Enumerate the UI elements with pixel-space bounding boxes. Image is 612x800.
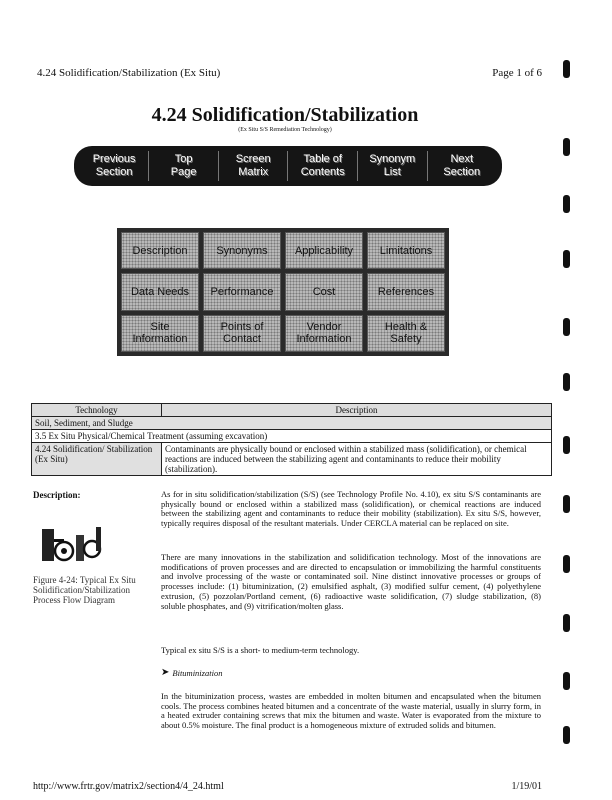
nav-top-page-button[interactable]: Top Page (170, 153, 197, 178)
figure-caption-link[interactable]: Figure 4-24: Typical Ex Situ Solidification/Stabilization Process Flow Diagram (33, 575, 136, 605)
table-tech-description: Contaminants are physically bound or enclosed within a stabilized mass (solidification), or chemical reactions are induced between the stabilizing agent and contaminants to reduce their mobility (stabilization). (162, 443, 552, 476)
nav-previous-section-button[interactable]: Previous Section (92, 153, 136, 178)
binder-hole-mark (563, 60, 570, 78)
binder-hole-mark (563, 555, 570, 573)
nav-separator (148, 151, 149, 181)
table-tech-name: 4.24 Solidification/ Stabilization (Ex Situ) (32, 443, 162, 476)
binder-hole-mark (563, 495, 570, 513)
topic-synonyms-button[interactable]: Synonyms (203, 232, 281, 269)
table-header-row (32, 404, 552, 417)
nav-screen-matrix-button[interactable]: Screen Matrix (235, 153, 271, 178)
tank-icon (42, 529, 54, 561)
duration-paragraph: Typical ex situ S/S is a short- to medium-term technology. (161, 645, 360, 655)
page-title: 4.24 Solidification/Stabilization (151, 104, 419, 126)
nav-table-of-contents-button[interactable]: Table of Contents (300, 153, 345, 178)
innovations-paragraph: There are many innovations in the stabilization and solidification technology. Most of the innovations are modifications of proven processes and are directed to encapsulation or immobilizing the harmful constituents and involve processing of the waste or contaminated soil. Nine distinct innovative processes or groups of processes include: (1) bituminization, (2) emulsified asphalt, (3) modified sulfur cement, (4) polyethylene extrusion, (5) pozzolan/Portland cement, (6) radioactive waste solidification, (7) sludge stabilization, (8) soluble phosphates, and (9) vitrification/molten glass. (161, 552, 541, 611)
table-row (32, 443, 552, 476)
topic-performance-button[interactable]: Performance (203, 273, 281, 310)
nav-separator (287, 151, 288, 181)
topic-cost-button[interactable]: Cost (285, 273, 363, 310)
table-row (32, 417, 552, 430)
binder-hole-mark (563, 672, 570, 690)
table-media-row: Soil, Sediment, and Sludge (32, 417, 552, 430)
bituminization-heading-text: Bituminization (172, 667, 223, 678)
topic-description-button[interactable]: Description (121, 232, 199, 269)
topic-button-grid (117, 228, 449, 356)
binder-hole-mark (563, 250, 570, 268)
nav-separator (218, 151, 219, 181)
topic-points-of-contact-button[interactable]: Points of Contact (203, 315, 281, 352)
topic-limitations-button[interactable]: Limitations (367, 232, 445, 269)
binder-hole-mark (563, 614, 570, 632)
header-page-number: Page 1 of 6 (492, 67, 542, 79)
table-category-row[interactable]: 3.5 Ex Situ Physical/Chemical Treatment (assuming excavation) (32, 430, 552, 443)
topic-applicability-button[interactable]: Applicability (285, 232, 363, 269)
nav-next-section-button[interactable]: Next Section (443, 153, 481, 178)
footer-url: http://www.frtr.gov/matrix2/section4/4_24.html (33, 781, 224, 792)
binder-hole-mark (563, 436, 570, 454)
binder-hole-mark (563, 373, 570, 391)
topic-references-button[interactable]: References (367, 273, 445, 310)
binder-hole-mark (563, 138, 570, 156)
table-header-description: Description (162, 404, 552, 417)
bituminization-paragraph: In the bituminization process, wastes are embedded in molten bitumen and encapsulated when the bitumen cools. The process combines heated bitumen and a concentrate of the waste material, usually in slurry form, in a heated extruder containing screws that mix the bitumen and waste. Water is evaporated from the mixture to about 0.5% moisture. The final product is a homogeneous mixture of extruded solids and bitumen. (161, 691, 541, 731)
table-header-technology: Technology (32, 404, 162, 417)
binder-hole-mark (563, 318, 570, 336)
topic-site-information-button[interactable]: Site Information (121, 315, 199, 352)
navigation-bar (74, 146, 502, 186)
description-label: Description: (33, 490, 81, 500)
bituminization-heading (161, 667, 222, 678)
binder-hole-mark (563, 726, 570, 744)
table-row (32, 430, 552, 443)
technology-table (31, 403, 552, 476)
nav-separator (427, 151, 428, 181)
header-section-title: 4.24 Solidification/Stabilization (Ex Situ) (37, 67, 221, 79)
binder-hole-mark (563, 195, 570, 213)
nav-separator (357, 151, 358, 181)
process-flow-diagram-thumbnail[interactable] (40, 521, 102, 567)
topic-health-safety-button[interactable]: Health & Safety (367, 315, 445, 352)
arrow-right-icon: ➤ (161, 667, 170, 678)
page-subtitle: (Ex Situ S/S Remediation Technology) (238, 127, 332, 133)
description-paragraph: As for in situ solidification/stabilization (S/S) (see Technology Profile No. 4.10), ex situ S/S contaminants are physically bound or enclosed within a stabilized mass (solidification), or chemical reactions are induced between the stabilizing agent and contaminants to reduce their mobility (stabilization). Ex situ S/S, however, typically requires disposal of the resultant materials. Under CERCLA material can be replaced on site. (161, 489, 541, 529)
footer-date: 1/19/01 (511, 781, 542, 792)
nav-synonym-list-button[interactable]: Synonym List (369, 153, 416, 178)
topic-data-needs-button[interactable]: Data Needs (121, 273, 199, 310)
topic-vendor-information-button[interactable]: Vendor Information (285, 315, 363, 352)
